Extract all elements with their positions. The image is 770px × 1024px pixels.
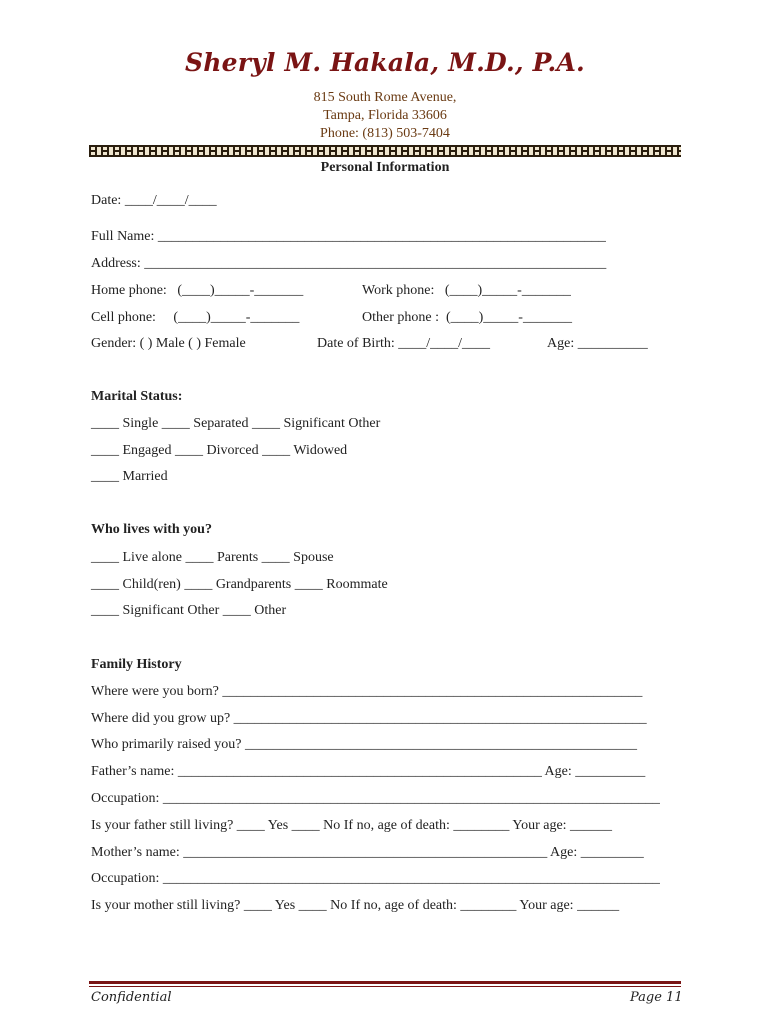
birthplace-field[interactable]: Where were you born? ____________________________________________________________ — [91, 684, 643, 699]
other-phone-field[interactable]: Other phone : (____)_____-_______ — [362, 310, 572, 325]
marital-options-row-3[interactable]: ____ Married — [91, 469, 168, 484]
family-history-heading: Family History — [91, 657, 182, 672]
address-field[interactable]: Address: __________________________________________________________________ — [91, 256, 607, 271]
footer-rule-thin — [89, 986, 681, 987]
section-title: Personal Information — [320, 160, 450, 175]
footer-confidential: Confidential — [91, 990, 172, 1005]
practice-name: Sheryl M. Hakala, M.D., P.A. — [185, 48, 585, 77]
footer-page-number: Page 11 — [630, 990, 683, 1005]
decorative-border — [89, 145, 681, 157]
mother-name-field[interactable]: Mother’s name: ____________________________________________________ Age: _________ — [91, 845, 644, 860]
grew-up-field[interactable]: Where did you grow up? ___________________________________________________________ — [91, 711, 647, 726]
home-phone-field[interactable]: Home phone: (____)_____-_______ — [91, 283, 304, 298]
lives-with-row-3[interactable]: ____ Significant Other ____ Other — [91, 603, 287, 618]
address-line-1: 815 South Rome Avenue, — [313, 90, 457, 105]
gender-field[interactable]: Gender: ( ) Male ( ) Female — [91, 336, 246, 351]
father-name-field[interactable]: Father’s name: ____________________________________________________ Age: __________ — [91, 764, 646, 779]
marital-options-row-2[interactable]: ____ Engaged ____ Divorced ____ Widowed — [91, 443, 348, 458]
address-line-2: Tampa, Florida 33606 — [323, 108, 447, 123]
lives-with-heading: Who lives with you? — [91, 522, 212, 537]
mother-living-field[interactable]: Is your mother still living? ____ Yes ____ No If no, age of death: ________ Your age: ______ — [91, 898, 620, 913]
cell-phone-field[interactable]: Cell phone: (____)_____-_______ — [91, 310, 300, 325]
full-name-field[interactable]: Full Name: ________________________________________________________________ — [91, 229, 606, 244]
lives-with-row-1[interactable]: ____ Live alone ____ Parents ____ Spouse — [91, 550, 334, 565]
marital-status-heading: Marital Status: — [91, 389, 183, 404]
dob-field[interactable]: Date of Birth: ____/____/____ — [317, 336, 491, 351]
father-occupation-field[interactable]: Occupation: _______________________________________________________________________ — [91, 791, 660, 806]
father-living-field[interactable]: Is your father still living? ____ Yes ____ No If no, age of death: ________ Your age: ______ — [91, 818, 613, 833]
marital-options-row-1[interactable]: ____ Single ____ Separated ____ Significant Other — [91, 416, 381, 431]
footer-rule-thick — [89, 981, 681, 984]
date-field[interactable]: Date: ____/____/____ — [91, 193, 217, 208]
work-phone-field[interactable]: Work phone: (____)_____-_______ — [362, 283, 571, 298]
age-field[interactable]: Age: __________ — [547, 336, 648, 351]
lives-with-row-2[interactable]: ____ Child(ren) ____ Grandparents ____ Roommate — [91, 577, 388, 592]
phone-line: Phone: (813) 503-7404 — [320, 126, 450, 141]
raised-by-field[interactable]: Who primarily raised you? ________________________________________________________ — [91, 737, 637, 752]
mother-occupation-field[interactable]: Occupation: _______________________________________________________________________ — [91, 871, 660, 886]
